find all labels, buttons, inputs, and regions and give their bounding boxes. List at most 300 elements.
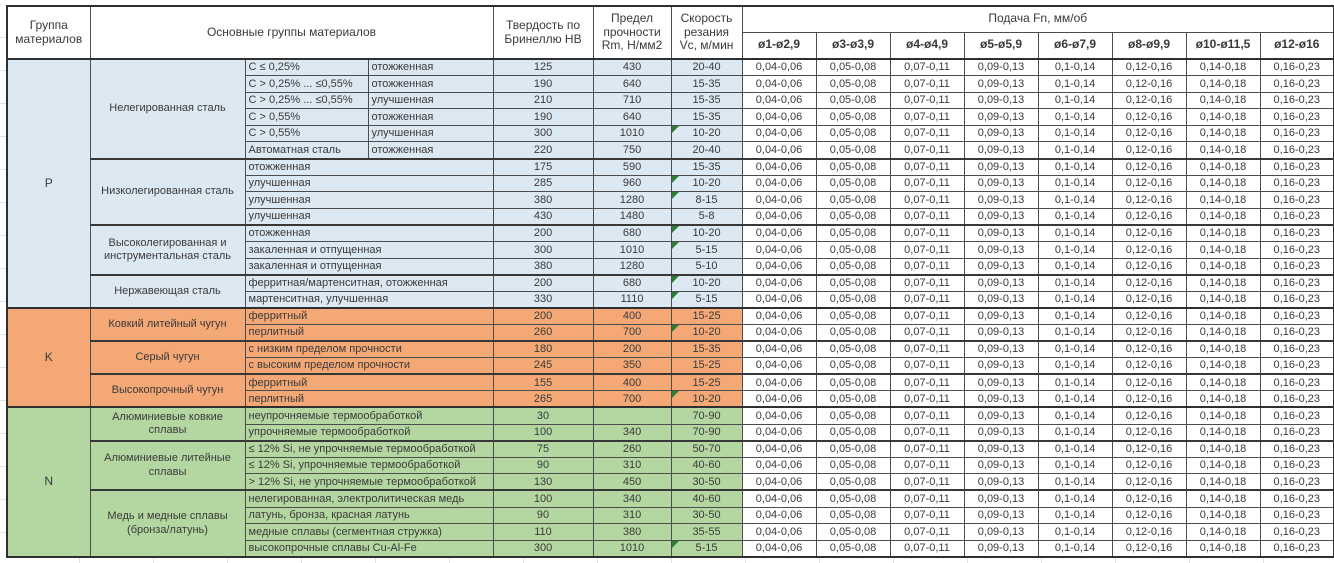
feed-cell-1: 0,05-0,08 [816, 275, 890, 292]
cell-note-marker-icon [672, 391, 679, 398]
feed-cell-1: 0,05-0,08 [816, 242, 890, 259]
feed-cell-4: 0,1-0,14 [1038, 325, 1112, 342]
materials-table [6, 5, 1334, 558]
feed-cell-3: 0,09-0,13 [964, 76, 1038, 93]
feed-cell-0: 0,04-0,06 [742, 242, 816, 259]
feed-cell-1: 0,05-0,08 [816, 225, 890, 242]
feed-cell-3: 0,09-0,13 [964, 59, 1038, 76]
material-detail-cell: отожженная [245, 159, 493, 176]
feed-cell-2: 0,07-0,11 [890, 109, 964, 126]
material-row [7, 341, 1334, 358]
material-detail-cell: ферритный [245, 308, 493, 325]
feed-cell-2: 0,07-0,11 [890, 441, 964, 458]
feed-cell-3: 0,09-0,13 [964, 540, 1038, 557]
feed-cell-0: 0,04-0,06 [742, 490, 816, 507]
materials-table-body [7, 59, 1334, 557]
feed-cell-6: 0,14-0,18 [1186, 142, 1260, 159]
material-detail-cell: C > 0,25% ... ≤0,55% [245, 92, 368, 109]
material-detail-cell: улучшенная [245, 208, 493, 225]
feed-cell-0: 0,04-0,06 [742, 225, 816, 242]
feed-cell-5: 0,12-0,16 [1112, 175, 1186, 192]
cell-note-marker-icon [672, 242, 679, 249]
feed-cell-0: 0,04-0,06 [742, 59, 816, 76]
family-name-cell: Нелегированная сталь [90, 59, 245, 159]
feed-cell-1: 0,05-0,08 [816, 391, 890, 408]
cell-note-marker-icon [672, 176, 679, 183]
feed-cell-4: 0,1-0,14 [1038, 159, 1112, 176]
strength-cell: 400 [593, 374, 671, 391]
material-row [7, 407, 1334, 424]
material-detail-cell: отожженная [245, 225, 493, 242]
feed-cell-3: 0,09-0,13 [964, 490, 1038, 507]
material-row [7, 225, 1334, 242]
feed-cell-0: 0,04-0,06 [742, 192, 816, 209]
material-detail-cell: отожженная [368, 109, 493, 126]
strength-cell: 640 [593, 76, 671, 93]
feed-cell-0: 0,04-0,06 [742, 341, 816, 358]
feed-cell-2: 0,07-0,11 [890, 358, 964, 375]
header-feed: Подача Fn, мм/об [742, 6, 1334, 32]
feed-cell-3: 0,09-0,13 [964, 325, 1038, 342]
feed-cell-6: 0,14-0,18 [1186, 242, 1260, 259]
feed-cell-6: 0,14-0,18 [1186, 291, 1260, 308]
feed-cell-1: 0,05-0,08 [816, 507, 890, 524]
family-name-cell: Серый чугун [90, 341, 245, 374]
feed-cell-0: 0,04-0,06 [742, 125, 816, 142]
strength-cell: 960 [593, 175, 671, 192]
feed-cell-0: 0,04-0,06 [742, 142, 816, 159]
feed-cell-2: 0,07-0,11 [890, 341, 964, 358]
material-detail-cell: высокопрочные сплавы Cu-Al-Fe [245, 540, 493, 557]
feed-cell-5: 0,12-0,16 [1112, 391, 1186, 408]
speed-cell: 70-90 [671, 424, 742, 441]
speed-cell: 15-35 [671, 76, 742, 93]
strength-cell: 380 [593, 524, 671, 541]
feed-cell-0: 0,04-0,06 [742, 308, 816, 325]
feed-cell-7: 0,16-0,23 [1260, 490, 1334, 507]
speed-cell: 35-55 [671, 524, 742, 541]
feed-cell-4: 0,1-0,14 [1038, 490, 1112, 507]
feed-cell-7: 0,16-0,23 [1260, 341, 1334, 358]
strength-cell: 1480 [593, 208, 671, 225]
strength-cell: 680 [593, 275, 671, 292]
family-name-cell: Алюминиевые ковкие сплавы [90, 407, 245, 440]
feed-cell-4: 0,1-0,14 [1038, 424, 1112, 441]
feed-cell-1: 0,05-0,08 [816, 291, 890, 308]
speed-cell: 30-50 [671, 507, 742, 524]
feed-cell-4: 0,1-0,14 [1038, 441, 1112, 458]
feed-cell-2: 0,07-0,11 [890, 424, 964, 441]
material-detail-cell: C ≤ 0,25% [245, 59, 368, 76]
feed-cell-6: 0,14-0,18 [1186, 175, 1260, 192]
feed-cell-5: 0,12-0,16 [1112, 291, 1186, 308]
material-detail-cell: перлитный [245, 391, 493, 408]
hardness-cell: 300 [493, 125, 593, 142]
feed-cell-4: 0,1-0,14 [1038, 92, 1112, 109]
feed-cell-4: 0,1-0,14 [1038, 125, 1112, 142]
feed-cell-5: 0,12-0,16 [1112, 308, 1186, 325]
feed-cell-7: 0,16-0,23 [1260, 374, 1334, 391]
feed-cell-6: 0,14-0,18 [1186, 341, 1260, 358]
speed-cell: 20-40 [671, 59, 742, 76]
material-detail-cell: C > 0,55% [245, 125, 368, 142]
hardness-cell: 75 [493, 441, 593, 458]
material-row [7, 159, 1334, 176]
feed-cell-6: 0,14-0,18 [1186, 258, 1260, 275]
feed-cell-6: 0,14-0,18 [1186, 275, 1260, 292]
material-detail-cell: закаленная и отпущенная [245, 258, 493, 275]
feed-cell-3: 0,09-0,13 [964, 275, 1038, 292]
header-cutting-speed: Скорость резания Vc, м/мин [671, 6, 742, 59]
strength-cell: 340 [593, 490, 671, 507]
hardness-cell: 90 [493, 457, 593, 474]
hardness-cell: 200 [493, 275, 593, 292]
feed-cell-2: 0,07-0,11 [890, 457, 964, 474]
speed-cell: 5-15 [671, 291, 742, 308]
feed-cell-7: 0,16-0,23 [1260, 291, 1334, 308]
hardness-cell: 210 [493, 92, 593, 109]
feed-cell-7: 0,16-0,23 [1260, 192, 1334, 209]
feed-cell-6: 0,14-0,18 [1186, 374, 1260, 391]
feed-cell-3: 0,09-0,13 [964, 175, 1038, 192]
feed-cell-4: 0,1-0,14 [1038, 225, 1112, 242]
feed-cell-4: 0,1-0,14 [1038, 258, 1112, 275]
material-detail-cell: ферритная/мартенситная, отожженная [245, 275, 493, 292]
hardness-cell: 90 [493, 507, 593, 524]
speed-cell: 20-40 [671, 142, 742, 159]
speed-cell: 40-60 [671, 457, 742, 474]
strength-cell: 1010 [593, 125, 671, 142]
feed-cell-5: 0,12-0,16 [1112, 325, 1186, 342]
feed-cell-4: 0,1-0,14 [1038, 242, 1112, 259]
speed-cell: 10-20 [671, 391, 742, 408]
feed-cell-4: 0,1-0,14 [1038, 407, 1112, 424]
feed-cell-0: 0,04-0,06 [742, 358, 816, 375]
feed-cell-4: 0,1-0,14 [1038, 175, 1112, 192]
feed-cell-7: 0,16-0,23 [1260, 325, 1334, 342]
feed-cell-5: 0,12-0,16 [1112, 540, 1186, 557]
feed-cell-2: 0,07-0,11 [890, 192, 964, 209]
hardness-cell: 300 [493, 540, 593, 557]
feed-cell-7: 0,16-0,23 [1260, 92, 1334, 109]
hardness-cell: 380 [493, 192, 593, 209]
hardness-cell: 180 [493, 341, 593, 358]
hardness-cell: 380 [493, 258, 593, 275]
feed-cell-7: 0,16-0,23 [1260, 175, 1334, 192]
feed-cell-1: 0,05-0,08 [816, 258, 890, 275]
feed-cell-3: 0,09-0,13 [964, 457, 1038, 474]
feed-cell-1: 0,05-0,08 [816, 208, 890, 225]
material-detail-cell: с высоким пределом прочности [245, 358, 493, 375]
feed-cell-1: 0,05-0,08 [816, 540, 890, 557]
feed-cell-3: 0,09-0,13 [964, 341, 1038, 358]
strength-cell: 680 [593, 225, 671, 242]
feed-cell-2: 0,07-0,11 [890, 159, 964, 176]
speed-cell: 8-15 [671, 192, 742, 209]
feed-cell-3: 0,09-0,13 [964, 291, 1038, 308]
feed-cell-7: 0,16-0,23 [1260, 225, 1334, 242]
feed-cell-2: 0,07-0,11 [890, 258, 964, 275]
feed-cell-5: 0,12-0,16 [1112, 358, 1186, 375]
feed-cell-2: 0,07-0,11 [890, 291, 964, 308]
feed-cell-3: 0,09-0,13 [964, 424, 1038, 441]
header-diameter-3: ø5-ø5,9 [964, 32, 1038, 59]
strength-cell: 450 [593, 474, 671, 491]
feed-cell-6: 0,14-0,18 [1186, 325, 1260, 342]
feed-cell-1: 0,05-0,08 [816, 424, 890, 441]
feed-cell-3: 0,09-0,13 [964, 524, 1038, 541]
feed-cell-5: 0,12-0,16 [1112, 507, 1186, 524]
material-detail-cell: улучшенная [245, 192, 493, 209]
material-detail-cell: мартенситная, улучшенная [245, 291, 493, 308]
feed-cell-0: 0,04-0,06 [742, 291, 816, 308]
feed-cell-4: 0,1-0,14 [1038, 192, 1112, 209]
speed-cell: 5-15 [671, 242, 742, 259]
feed-cell-6: 0,14-0,18 [1186, 507, 1260, 524]
feed-cell-7: 0,16-0,23 [1260, 159, 1334, 176]
feed-cell-4: 0,1-0,14 [1038, 457, 1112, 474]
hardness-cell: 175 [493, 159, 593, 176]
hardness-cell: 155 [493, 374, 593, 391]
feed-cell-5: 0,12-0,16 [1112, 109, 1186, 126]
material-detail-cell: улучшенная [368, 92, 493, 109]
hardness-cell: 190 [493, 76, 593, 93]
feed-cell-3: 0,09-0,13 [964, 308, 1038, 325]
feed-cell-3: 0,09-0,13 [964, 208, 1038, 225]
cell-note-marker-icon [672, 325, 679, 332]
feed-cell-4: 0,1-0,14 [1038, 109, 1112, 126]
material-detail-cell: отожженная [368, 76, 493, 93]
feed-cell-4: 0,1-0,14 [1038, 291, 1112, 308]
speed-cell: 5-10 [671, 258, 742, 275]
feed-cell-0: 0,04-0,06 [742, 92, 816, 109]
feed-cell-6: 0,14-0,18 [1186, 540, 1260, 557]
feed-cell-0: 0,04-0,06 [742, 325, 816, 342]
material-detail-cell: улучшенная [368, 125, 493, 142]
hardness-cell: 110 [493, 524, 593, 541]
strength-cell: 310 [593, 457, 671, 474]
feed-cell-3: 0,09-0,13 [964, 474, 1038, 491]
strength-cell: 590 [593, 159, 671, 176]
feed-cell-7: 0,16-0,23 [1260, 407, 1334, 424]
feed-cell-7: 0,16-0,23 [1260, 109, 1334, 126]
feed-cell-4: 0,1-0,14 [1038, 341, 1112, 358]
hardness-cell: 220 [493, 142, 593, 159]
material-detail-cell: латунь, бронза, красная латунь [245, 507, 493, 524]
feed-cell-2: 0,07-0,11 [890, 407, 964, 424]
feed-cell-5: 0,12-0,16 [1112, 524, 1186, 541]
material-detail-cell: C > 0,55% [245, 109, 368, 126]
feed-cell-5: 0,12-0,16 [1112, 258, 1186, 275]
material-detail-cell: улучшенная [245, 175, 493, 192]
feed-cell-3: 0,09-0,13 [964, 441, 1038, 458]
feed-cell-3: 0,09-0,13 [964, 192, 1038, 209]
material-detail-cell: упрочняемые термообработкой [245, 424, 493, 441]
hardness-cell: 100 [493, 424, 593, 441]
feed-cell-7: 0,16-0,23 [1260, 524, 1334, 541]
feed-cell-5: 0,12-0,16 [1112, 125, 1186, 142]
feed-cell-7: 0,16-0,23 [1260, 125, 1334, 142]
header-diameter-5: ø8-ø9,9 [1112, 32, 1186, 59]
feed-cell-5: 0,12-0,16 [1112, 275, 1186, 292]
family-name-cell: Ковкий литейный чугун [90, 308, 245, 341]
feed-cell-7: 0,16-0,23 [1260, 59, 1334, 76]
speed-cell: 50-70 [671, 441, 742, 458]
speed-cell: 15-25 [671, 308, 742, 325]
feed-cell-2: 0,07-0,11 [890, 490, 964, 507]
feed-cell-5: 0,12-0,16 [1112, 225, 1186, 242]
material-detail-cell: медные сплавы (сегментная стружка) [245, 524, 493, 541]
speed-cell: 15-25 [671, 358, 742, 375]
feed-cell-5: 0,12-0,16 [1112, 474, 1186, 491]
feed-cell-2: 0,07-0,11 [890, 524, 964, 541]
feed-cell-1: 0,05-0,08 [816, 341, 890, 358]
material-detail-cell: нелегированная, электролитическая медь [245, 490, 493, 507]
feed-cell-4: 0,1-0,14 [1038, 59, 1112, 76]
feed-cell-1: 0,05-0,08 [816, 308, 890, 325]
feed-cell-3: 0,09-0,13 [964, 92, 1038, 109]
feed-cell-4: 0,1-0,14 [1038, 524, 1112, 541]
strength-cell: 260 [593, 441, 671, 458]
feed-cell-2: 0,07-0,11 [890, 242, 964, 259]
hardness-cell: 330 [493, 291, 593, 308]
feed-cell-2: 0,07-0,11 [890, 125, 964, 142]
strength-cell [593, 407, 671, 424]
feed-cell-2: 0,07-0,11 [890, 507, 964, 524]
feed-cell-0: 0,04-0,06 [742, 208, 816, 225]
strength-cell: 750 [593, 142, 671, 159]
hardness-cell: 265 [493, 391, 593, 408]
feed-cell-2: 0,07-0,11 [890, 391, 964, 408]
material-detail-cell: перлитный [245, 325, 493, 342]
feed-cell-3: 0,09-0,13 [964, 391, 1038, 408]
strength-cell: 700 [593, 391, 671, 408]
strength-cell: 340 [593, 424, 671, 441]
header-diameter-4: ø6-ø7,9 [1038, 32, 1112, 59]
feed-cell-6: 0,14-0,18 [1186, 109, 1260, 126]
material-detail-cell: > 12% Si, не упрочняемые термообработкой [245, 474, 493, 491]
feed-cell-1: 0,05-0,08 [816, 325, 890, 342]
hardness-cell: 285 [493, 175, 593, 192]
feed-cell-7: 0,16-0,23 [1260, 242, 1334, 259]
feed-cell-0: 0,04-0,06 [742, 175, 816, 192]
speed-cell: 15-35 [671, 159, 742, 176]
feed-cell-2: 0,07-0,11 [890, 325, 964, 342]
speed-cell: 40-60 [671, 490, 742, 507]
feed-cell-1: 0,05-0,08 [816, 441, 890, 458]
strength-cell: 200 [593, 341, 671, 358]
header-diameter-2: ø4-ø4,9 [890, 32, 964, 59]
feed-cell-0: 0,04-0,06 [742, 374, 816, 391]
feed-cell-6: 0,14-0,18 [1186, 76, 1260, 93]
feed-cell-0: 0,04-0,06 [742, 391, 816, 408]
feed-cell-7: 0,16-0,23 [1260, 507, 1334, 524]
feed-cell-4: 0,1-0,14 [1038, 358, 1112, 375]
feed-cell-7: 0,16-0,23 [1260, 474, 1334, 491]
strength-cell: 700 [593, 325, 671, 342]
cell-note-marker-icon [672, 126, 679, 133]
feed-cell-5: 0,12-0,16 [1112, 424, 1186, 441]
feed-cell-6: 0,14-0,18 [1186, 125, 1260, 142]
feed-cell-6: 0,14-0,18 [1186, 524, 1260, 541]
feed-cell-7: 0,16-0,23 [1260, 358, 1334, 375]
feed-cell-6: 0,14-0,18 [1186, 424, 1260, 441]
strength-cell: 710 [593, 92, 671, 109]
feed-cell-5: 0,12-0,16 [1112, 407, 1186, 424]
feed-cell-6: 0,14-0,18 [1186, 308, 1260, 325]
feed-cell-2: 0,07-0,11 [890, 474, 964, 491]
speed-cell: 5-15 [671, 540, 742, 557]
material-row [7, 275, 1334, 292]
cell-note-marker-icon [672, 226, 679, 233]
feed-cell-3: 0,09-0,13 [964, 242, 1038, 259]
feed-cell-6: 0,14-0,18 [1186, 490, 1260, 507]
feed-cell-1: 0,05-0,08 [816, 109, 890, 126]
material-row [7, 441, 1334, 458]
feed-cell-5: 0,12-0,16 [1112, 441, 1186, 458]
strength-cell: 1010 [593, 242, 671, 259]
feed-cell-7: 0,16-0,23 [1260, 275, 1334, 292]
header-diameter-7: ø12-ø16 [1260, 32, 1334, 59]
material-detail-cell: закаленная и отпущенная [245, 242, 493, 259]
strength-cell: 430 [593, 59, 671, 76]
hardness-cell: 190 [493, 109, 593, 126]
family-name-cell: Медь и медные сплавы (бронза/латунь) [90, 490, 245, 556]
feed-cell-6: 0,14-0,18 [1186, 358, 1260, 375]
cell-note-marker-icon [672, 292, 679, 299]
feed-cell-0: 0,04-0,06 [742, 524, 816, 541]
feed-cell-3: 0,09-0,13 [964, 225, 1038, 242]
feed-cell-2: 0,07-0,11 [890, 225, 964, 242]
feed-cell-2: 0,07-0,11 [890, 59, 964, 76]
feed-cell-0: 0,04-0,06 [742, 109, 816, 126]
feed-cell-1: 0,05-0,08 [816, 358, 890, 375]
feed-cell-3: 0,09-0,13 [964, 507, 1038, 524]
material-detail-cell: отожженная [368, 142, 493, 159]
feed-cell-2: 0,07-0,11 [890, 540, 964, 557]
hardness-cell: 200 [493, 308, 593, 325]
feed-cell-1: 0,05-0,08 [816, 59, 890, 76]
speed-cell: 70-90 [671, 407, 742, 424]
feed-cell-6: 0,14-0,18 [1186, 407, 1260, 424]
family-name-cell: Высокопрочный чугун [90, 374, 245, 407]
feed-cell-6: 0,14-0,18 [1186, 192, 1260, 209]
strength-cell: 400 [593, 308, 671, 325]
feed-cell-5: 0,12-0,16 [1112, 374, 1186, 391]
material-row [7, 308, 1334, 325]
strength-cell: 1110 [593, 291, 671, 308]
group-letter-cell: P [7, 59, 90, 308]
speed-cell: 15-35 [671, 92, 742, 109]
feed-cell-6: 0,14-0,18 [1186, 441, 1260, 458]
feed-cell-4: 0,1-0,14 [1038, 308, 1112, 325]
feed-cell-2: 0,07-0,11 [890, 275, 964, 292]
feed-cell-4: 0,1-0,14 [1038, 208, 1112, 225]
strength-cell: 640 [593, 109, 671, 126]
feed-cell-3: 0,09-0,13 [964, 159, 1038, 176]
family-name-cell: Низколегированная сталь [90, 159, 245, 225]
family-name-cell: Высоколегированная и инструментальная сталь [90, 225, 245, 275]
feed-cell-1: 0,05-0,08 [816, 175, 890, 192]
feed-cell-4: 0,1-0,14 [1038, 374, 1112, 391]
speed-cell: 10-20 [671, 275, 742, 292]
feed-cell-3: 0,09-0,13 [964, 358, 1038, 375]
feed-cell-1: 0,05-0,08 [816, 192, 890, 209]
group-letter-cell: K [7, 308, 90, 408]
feed-cell-0: 0,04-0,06 [742, 424, 816, 441]
speed-cell: 10-20 [671, 175, 742, 192]
strength-cell: 1280 [593, 258, 671, 275]
